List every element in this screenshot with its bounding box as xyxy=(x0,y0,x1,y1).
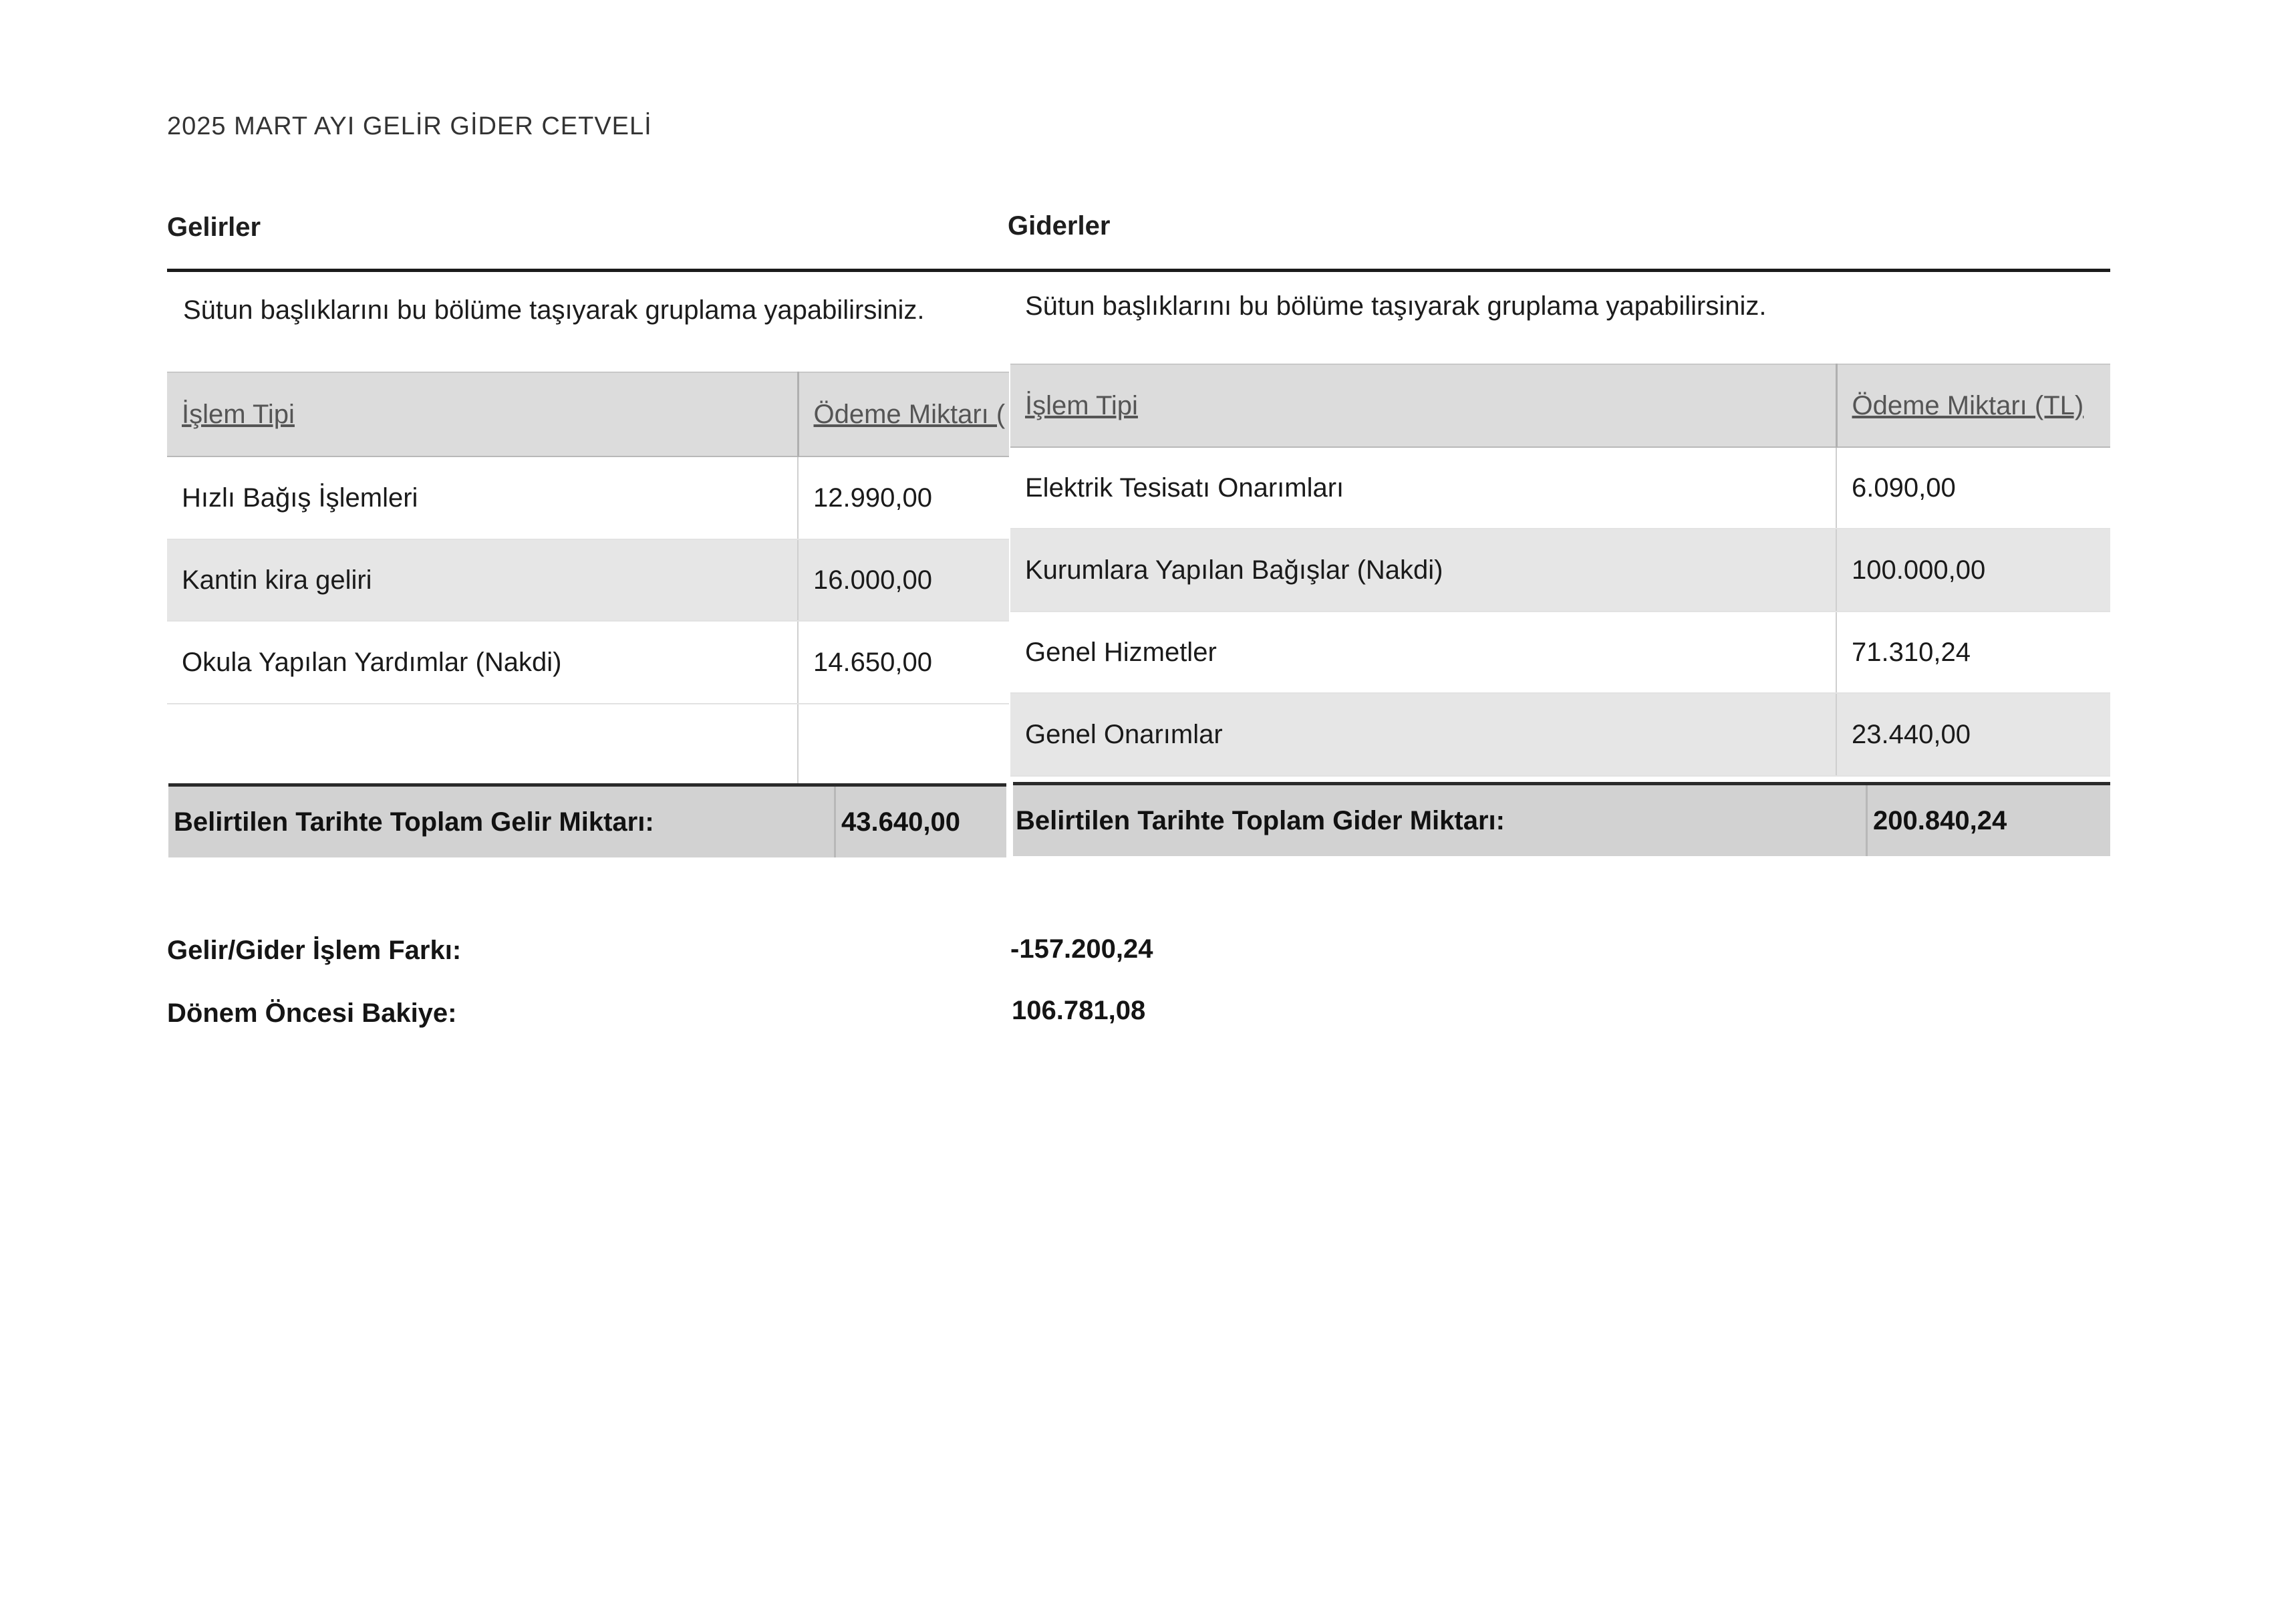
expense-row-type: Elektrik Tesisatı Onarımları xyxy=(1010,447,1836,529)
expense-group-hint[interactable]: Sütun başlıklarını bu bölüme taşıyarak gruplama yapabilirsiniz. xyxy=(1025,291,1767,321)
balance-label: Dönem Öncesi Bakiye: xyxy=(167,998,457,1028)
income-table xyxy=(167,372,1009,785)
expense-row-type: Genel Hizmetler xyxy=(1010,612,1836,693)
expense-row-type: Genel Onarımlar xyxy=(1010,693,1836,776)
income-row-amount: 14.650,00 xyxy=(798,621,1009,704)
income-row-type: Kantin kira geliri xyxy=(167,539,798,621)
table-row-empty xyxy=(167,704,1009,785)
income-heading: Gelirler xyxy=(167,213,261,242)
expense-total-bar xyxy=(1013,782,2110,856)
diff-label: Gelir/Gider İşlem Farkı: xyxy=(167,936,462,965)
income-group-hint[interactable]: Sütun başlıklarını bu bölüme taşıyarak gruplama yapabilirsiniz. xyxy=(183,295,925,325)
expense-heading: Giderler xyxy=(1008,211,1111,241)
income-col-type-header[interactable]: İşlem Tipi xyxy=(167,372,798,456)
expense-col-type-header[interactable]: İşlem Tipi xyxy=(1010,364,1836,447)
table-row[interactable] xyxy=(1010,612,2110,693)
expense-row-amount: 100.000,00 xyxy=(1836,529,2110,612)
expense-row-type: Kurumlara Yapılan Bağışlar (Nakdi) xyxy=(1010,529,1836,612)
balance-value: 106.781,08 xyxy=(1012,996,1146,1025)
expense-col-amount-header[interactable]: Ödeme Miktarı (TL) xyxy=(1836,364,2110,447)
income-row-type: Okula Yapılan Yardımlar (Nakdi) xyxy=(167,621,798,704)
expense-total-value: 200.840,24 xyxy=(1866,785,2111,856)
income-total-value: 43.640,00 xyxy=(834,787,1008,857)
table-row[interactable] xyxy=(1010,693,2110,776)
expense-row-amount: 71.310,24 xyxy=(1836,612,2110,693)
income-empty-cell xyxy=(798,704,1009,785)
income-col-amount-header[interactable]: Ödeme Miktarı ( xyxy=(798,372,1009,456)
table-row[interactable] xyxy=(167,539,1009,621)
income-row-amount: 16.000,00 xyxy=(798,539,1009,621)
expense-total-label: Belirtilen Tarihte Toplam Gider Miktarı: xyxy=(1016,805,1505,835)
expense-row-amount: 6.090,00 xyxy=(1836,447,2110,529)
income-empty-cell xyxy=(167,704,798,785)
table-row[interactable] xyxy=(167,621,1009,704)
expense-table xyxy=(1010,364,2110,777)
expense-row-amount: 23.440,00 xyxy=(1836,693,2110,776)
income-row-amount: 12.990,00 xyxy=(798,456,1009,539)
table-row[interactable] xyxy=(1010,529,2110,612)
diff-value: -157.200,24 xyxy=(1010,934,1153,964)
income-row-type: Hızlı Bağış İşlemleri xyxy=(167,456,798,539)
top-rule xyxy=(167,269,2110,272)
income-total-bar xyxy=(168,783,1006,857)
page-title: 2025 MART AYI GELİR GİDER CETVELİ xyxy=(167,112,652,140)
income-total-label: Belirtilen Tarihte Toplam Gelir Miktarı: xyxy=(174,807,654,837)
table-row[interactable] xyxy=(167,456,1009,539)
table-row[interactable] xyxy=(1010,447,2110,529)
